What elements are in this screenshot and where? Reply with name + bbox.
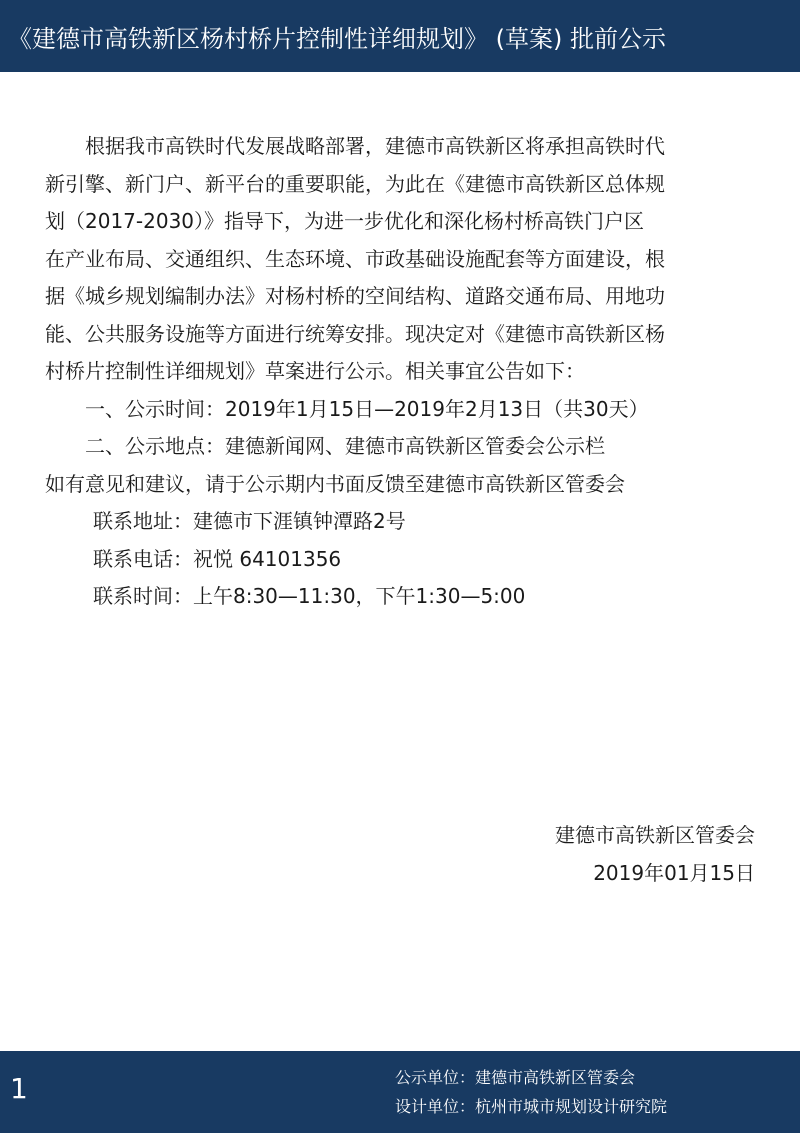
header-band: [0, 0, 800, 72]
contact-hours: 联系时间：上午8:30—11:30，下午1:30—5:00: [93, 584, 526, 608]
designer-unit: 设计单位：杭州市城市规划设计研究院: [395, 1097, 668, 1116]
signature-date: 2019年01月15日: [593, 861, 755, 885]
footer-units: [395, 1063, 667, 1121]
contact-phone: 联系电话：祝悦 64101356: [93, 546, 342, 571]
contact-address: 联系地址：建德市下涯镇钟潭路2号: [93, 509, 406, 533]
paragraph-line: 新引擎、新门户、新平台的重要职能，为此在《建德市高铁新区总体规: [45, 171, 665, 196]
page-number: 1: [10, 1072, 28, 1105]
page-title: 《建德市高铁新区杨村桥片控制性详细规划》 (草案) 批前公示: [8, 24, 666, 53]
paragraph-line: 根据我市高铁时代发展战略部署，建德市高铁新区将承担高铁时代: [85, 134, 665, 158]
paragraph-line: 在产业布局、交通组织、生态环境、市政基础设施配套等方面建设，根: [45, 246, 665, 271]
feedback-instruction: 如有意见和建议，请于公示期内书面反馈至建德市高铁新区管委会: [45, 471, 625, 496]
paragraph-line: 能、公共服务设施等方面进行统筹安排。现决定对《建德市高铁新区杨: [45, 321, 665, 346]
signature-organization: 建德市高铁新区管委会: [555, 823, 755, 847]
publicity-time: 一、公示时间：2019年1月15日—2019年2月13日（共30天）: [85, 396, 649, 421]
footer-band: [0, 1051, 800, 1133]
publicity-location: 二、公示地点：建德新闻网、建德市高铁新区管委会公示栏: [85, 434, 605, 458]
signature-block: [555, 816, 755, 892]
paragraph-line: 据《城乡规划编制办法》对杨村桥的空间结构、道路交通布局、用地功: [45, 284, 665, 308]
paragraph-line: 划（2017-2030）》指导下，为进一步优化和深化杨村桥高铁门户区: [45, 209, 645, 233]
publisher-unit: 公示单位：建德市高铁新区管委会: [395, 1068, 636, 1087]
paragraph-line: 村桥片控制性详细规划》草案进行公示。相关事宜公告如下：: [45, 359, 585, 383]
announcement-body: [45, 128, 765, 616]
